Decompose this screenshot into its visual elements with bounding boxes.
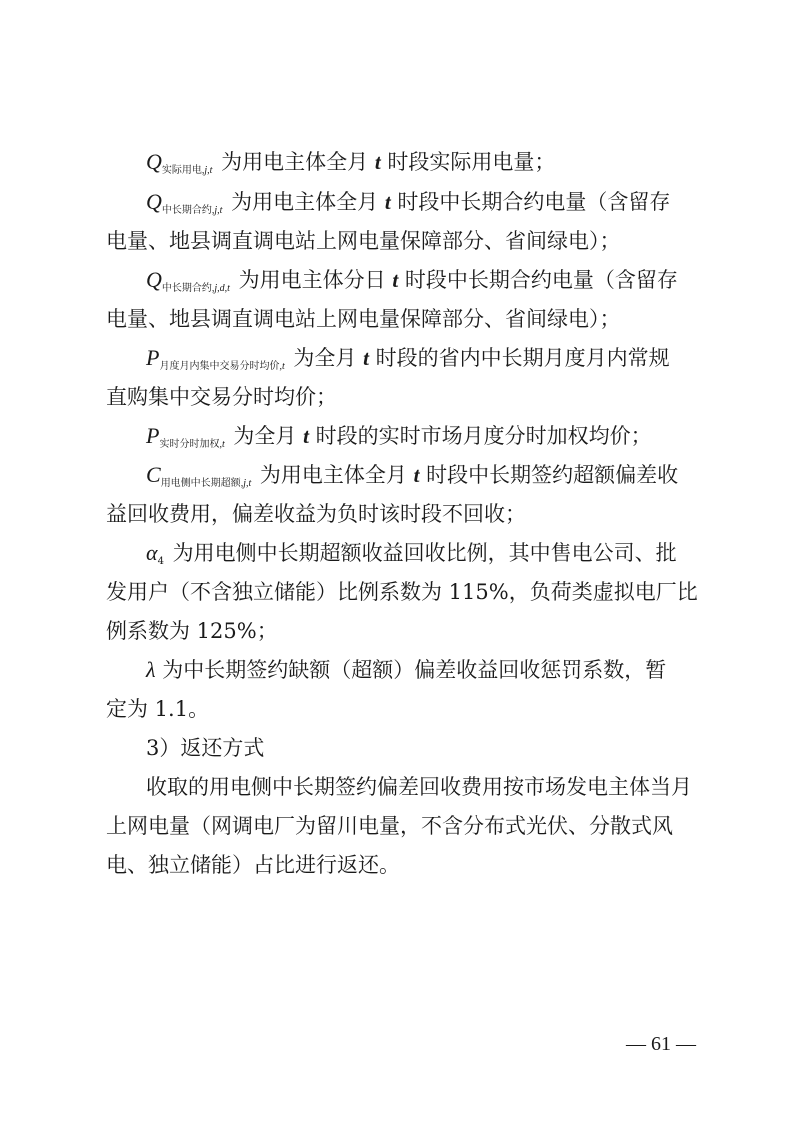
definition-lambda [146, 650, 706, 690]
time-variable: t [303, 424, 309, 448]
variable-subscript: 实际用电,j,t [161, 165, 213, 176]
variable-symbol: P [146, 345, 160, 370]
section-heading: 3）返还方式 [146, 736, 265, 760]
paragraph-line: 定为 1.1。 [106, 697, 210, 721]
definition-p-monthly-avg [146, 338, 706, 378]
definition-q-actual [146, 142, 706, 182]
paragraph-line: 益回收费用，偏差收益为负时该时段不回收； [106, 502, 526, 526]
definition-q-contract-day [146, 260, 706, 300]
time-variable: t [374, 150, 381, 174]
paragraph-line: 例系数为 125%； [106, 619, 278, 643]
definition-text: 时段中长期签约超额偏差收 [419, 463, 679, 487]
definition-text: 为用电主体分日 [231, 268, 393, 292]
variable-symbol: Q [146, 149, 162, 174]
definition-text: 为用电主体全月 [224, 190, 385, 214]
variable-subscript: 4 [157, 556, 164, 567]
variable-subscript: 月度月内集中交易分时均价,t [159, 361, 285, 372]
definition-alpha4 [146, 533, 706, 573]
variable-subscript: 中长期合约,j,t [161, 205, 223, 216]
variable-symbol: P [146, 423, 160, 448]
variable-subscript: 实时分时加权,t [159, 439, 225, 450]
time-variable: t [363, 346, 369, 370]
definition-q-contract-month [146, 182, 706, 222]
paragraph-line: 发用户（不含独立储能）比例系数为 115%，负荷类虚拟电厂比 [106, 580, 698, 604]
page-number: — 61 — [626, 1033, 696, 1055]
variable-symbol: Q [146, 267, 162, 292]
paragraph-line: 收取的用电侧中长期签约偏差回收费用按市场发电主体当月 [146, 775, 692, 799]
definition-text: 时段实际用电量； [380, 150, 556, 174]
variable-symbol: C [146, 462, 161, 487]
variable-subscript: 中长期合约,j,d,t [161, 283, 230, 294]
definition-text: 时段的实时市场月度分时加权均价； [308, 424, 652, 448]
variable-symbol: Q [146, 189, 162, 214]
definition-text: 为全月 [226, 424, 304, 448]
definition-text: 时段的省内中长期月度月内常规 [368, 346, 670, 370]
variable-symbol: λ [146, 657, 156, 682]
time-variable: t [413, 463, 420, 487]
definition-p-realtime [146, 416, 706, 456]
time-variable: t [384, 190, 391, 214]
paragraph-line: 电、独立储能）占比进行返还。 [106, 853, 400, 877]
definition-text: 时段中长期合约电量（含留存 [390, 190, 671, 214]
definition-text: 为中长期签约缺额（超额）偏差收益回收惩罚系数，暂 [155, 658, 667, 682]
paragraph-line: 电量、地县调直调电站上网电量保障部分、省间绿电）； [106, 307, 621, 331]
paragraph-line: 上网电量（网调电厂为留川电量，不含分布式光伏、分散式风 [106, 814, 673, 838]
definition-c-excess [146, 455, 706, 495]
definition-text: 为用电主体全月 [214, 150, 375, 174]
variable-subscript: 用电侧中长期超额,j,t [160, 478, 252, 489]
definition-text: 时段中长期合约电量（含留存 [398, 268, 678, 292]
definition-text: 为全月 [286, 346, 364, 370]
variable-symbol: α [146, 540, 158, 565]
paragraph-line: 直购集中交易分时均价； [106, 385, 337, 409]
definition-text: 为用电主体全月 [253, 463, 414, 487]
time-variable: t [392, 268, 399, 292]
paragraph-line: 电量、地县调直调电站上网电量保障部分、省间绿电）； [106, 229, 621, 253]
definition-text: 为用电侧中长期超额收益回收比例，其中售电公司、批 [165, 541, 677, 565]
